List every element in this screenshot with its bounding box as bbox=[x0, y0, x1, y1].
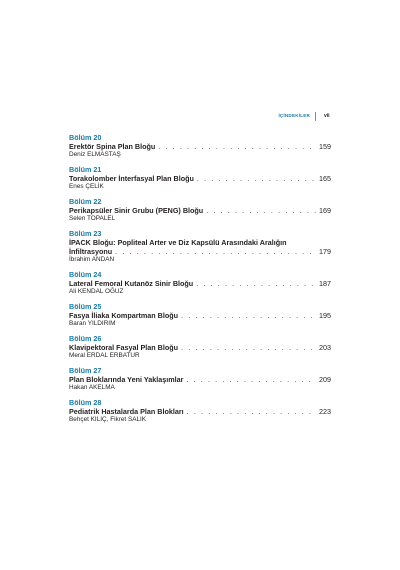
chapter-number: Bölüm 22 bbox=[69, 197, 102, 206]
chapter-number: Bölüm 25 bbox=[69, 302, 102, 312]
running-header bbox=[0, 112, 400, 124]
chapter-page: 169 bbox=[319, 206, 331, 215]
dot-leader bbox=[115, 247, 316, 256]
chapter-number: Bölüm 21 bbox=[69, 165, 102, 174]
chapter-author: Behçet KILIÇ, Fikret SALIK bbox=[69, 416, 147, 424]
chapter-title-line[interactable] bbox=[69, 206, 331, 215]
dot-leader bbox=[158, 142, 316, 151]
dot-leader bbox=[187, 407, 316, 416]
chapter-number: Bölüm 28 bbox=[69, 398, 102, 408]
header-divider bbox=[315, 112, 316, 121]
toc-entry-28[interactable] bbox=[69, 398, 331, 425]
chapter-number: Bölüm 26 bbox=[69, 334, 102, 344]
chapter-page: 209 bbox=[319, 375, 331, 385]
chapter-number: Bölüm 27 bbox=[69, 366, 102, 376]
chapter-title: İnfiltrasyonu bbox=[69, 247, 113, 257]
chapter-number: Bölüm 23 bbox=[69, 229, 102, 238]
dot-leader bbox=[181, 343, 316, 352]
dot-leader bbox=[181, 311, 316, 320]
chapter-title: Perikapsüler Sinir Grubu (PENG) Bloğu bbox=[69, 206, 204, 215]
chapter-page: 223 bbox=[319, 407, 331, 417]
dot-leader bbox=[186, 375, 316, 384]
chapter-title-line[interactable] bbox=[69, 142, 331, 151]
chapter-title-line[interactable] bbox=[69, 343, 331, 352]
toc-entry-21[interactable] bbox=[69, 165, 331, 192]
chapter-title-line[interactable] bbox=[69, 311, 331, 320]
dot-leader bbox=[197, 174, 316, 183]
chapter-title-line[interactable] bbox=[69, 375, 331, 384]
chapter-page: 195 bbox=[319, 311, 331, 321]
chapter-page: 165 bbox=[319, 174, 331, 183]
chapter-author: Baran YILDIRIM bbox=[69, 320, 116, 328]
chapter-author: Ali KENDAL OĞUZ bbox=[69, 288, 124, 296]
table-of-contents bbox=[69, 133, 331, 430]
chapter-author: Selen TOPALEL bbox=[69, 215, 116, 223]
chapter-title: Klavipektoral Fasyal Plan Bloğu bbox=[69, 343, 179, 353]
toc-entry-20[interactable] bbox=[69, 133, 331, 160]
chapter-title-line[interactable] bbox=[69, 407, 331, 416]
chapter-page: 187 bbox=[319, 279, 331, 289]
chapter-page: 203 bbox=[319, 343, 331, 353]
chapter-author: Enes ÇELİK bbox=[69, 183, 104, 191]
chapter-title: Erektör Spina Plan Bloğu bbox=[69, 142, 156, 151]
chapter-page: 179 bbox=[319, 247, 331, 257]
toc-entry-23[interactable] bbox=[69, 229, 331, 265]
dot-leader bbox=[206, 206, 316, 215]
chapter-title-line[interactable] bbox=[69, 174, 331, 183]
chapter-author: Hakan AKELMA bbox=[69, 384, 115, 392]
toc-entry-26[interactable] bbox=[69, 334, 331, 361]
chapter-title: Lateral Femoral Kutanöz Sinir Bloğu bbox=[69, 279, 194, 289]
chapter-author: Meral ERDAL ERBATUR bbox=[69, 352, 140, 360]
page-number: vii bbox=[324, 113, 330, 119]
chapter-author: Deniz ELMASTAŞ bbox=[69, 151, 121, 159]
chapter-author: İbrahim ANDAN bbox=[69, 256, 115, 264]
chapter-number: Bölüm 24 bbox=[69, 270, 102, 280]
chapter-number: Bölüm 20 bbox=[69, 133, 102, 142]
toc-entry-27[interactable] bbox=[69, 366, 331, 393]
dot-leader bbox=[196, 279, 316, 288]
chapter-title-first-line: İPACK Bloğu: Popliteal Arter ve Diz Kapsülü Arasındaki Aralığın bbox=[69, 238, 287, 247]
chapter-title: Pediatrik Hastalarda Plan Blokları bbox=[69, 407, 184, 417]
toc-entry-22[interactable] bbox=[69, 197, 331, 224]
chapter-page: 159 bbox=[319, 142, 331, 151]
chapter-title: Plan Bloklarında Yeni Yaklaşımlar bbox=[69, 375, 184, 385]
chapter-title: Torakolomber İnterfasyal Plan Bloğu bbox=[69, 174, 194, 183]
toc-entry-25[interactable] bbox=[69, 302, 331, 329]
header-title: İÇİNDEKİLER bbox=[278, 113, 310, 118]
toc-entry-24[interactable] bbox=[69, 270, 331, 297]
chapter-title: Fasya İliaka Kompartman Bloğu bbox=[69, 311, 179, 321]
